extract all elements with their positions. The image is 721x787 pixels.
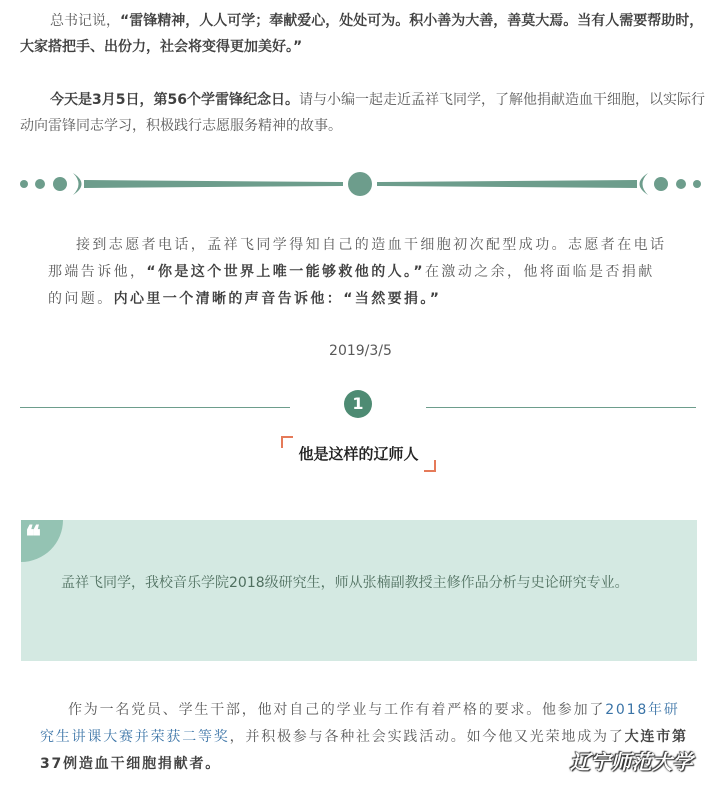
quote-mark-icon: ❝ (25, 520, 42, 555)
award-link-text: 2018年研究生讲课大赛并荣获二等奖 (40, 702, 680, 745)
memorial-day-highlight: 今天是3月5日，第56个学雷锋纪念日。 (50, 92, 299, 108)
university-watermark: 辽宁师范大学 (570, 750, 693, 774)
divider-right-bar (377, 180, 637, 188)
memorial-day-text: 请与小编一起走近孟祥飞同学，了解他捐献造血干细胞，以实际行动向雷锋同志学习，积极践行志愿服务精神的故事。 (20, 92, 705, 134)
divider-left-bar (84, 180, 343, 188)
section-line-right (426, 407, 696, 408)
corner-bracket-top-left (281, 436, 293, 448)
post-date: 2019/3/5 (329, 343, 392, 359)
quote-tab (21, 520, 63, 562)
profile-quote-box (21, 520, 697, 661)
divider-left-crescent (73, 173, 82, 195)
section-title: 他是这样的辽师人 (298, 445, 419, 463)
achievement-text-2: ，并积极参与各种社会实践活动。如今他又光荣地成为了 (229, 729, 625, 745)
divider-dot (20, 180, 28, 188)
divider-dot (654, 177, 668, 191)
divider-center-dot (348, 172, 372, 196)
section-line-left (20, 407, 290, 408)
story-text-1: 接到志愿者电话，孟祥飞同学得知自己的造血干细胞初次配型成功。志愿者在电话那端告诉他， (48, 237, 667, 280)
story-quote-2: 内心里一个清晰的声音告诉他：“当然要捐。” (113, 291, 442, 307)
memorial-day-paragraph (20, 87, 708, 139)
divider-dot (35, 179, 45, 189)
profile-text (31, 569, 691, 598)
story-quote-1: “你是这个世界上唯一能够救他的人。” (146, 264, 426, 280)
decorative-divider (18, 168, 703, 200)
intro-prefix: 总书记说， (50, 13, 120, 29)
profile-text-content: 孟祥飞同学，我校音乐学院2018级研究生，师从张楠副教授主修作品分析与史论研究专业。 (61, 575, 629, 591)
divider-dot (676, 179, 686, 189)
corner-bracket-bottom-right (424, 460, 436, 472)
leader-quote: “雷锋精神，人人可学；奉献爱心，处处可为。积小善为大善，善莫大焉。当有人需要帮助时，大家搭把手、出份力，社会将变得更加美好。” (20, 13, 704, 55)
divider-dot (693, 180, 701, 188)
divider-dot (53, 177, 67, 191)
story-text-2: 在激动之余，他将面临是否捐献的问题。 (48, 264, 655, 307)
section-number-badge: 1 (344, 390, 372, 418)
section-title-box (281, 436, 436, 472)
story-paragraph (48, 232, 668, 313)
divider-right-crescent (640, 173, 649, 195)
intro-paragraph (20, 8, 708, 60)
achievement-text-1: 作为一名党员、学生干部，他对自己的学业与工作有着严格的要求。他参加了 (68, 702, 606, 718)
donor-highlight: 大连市第37例造血干细胞捐献者。 (40, 729, 688, 772)
